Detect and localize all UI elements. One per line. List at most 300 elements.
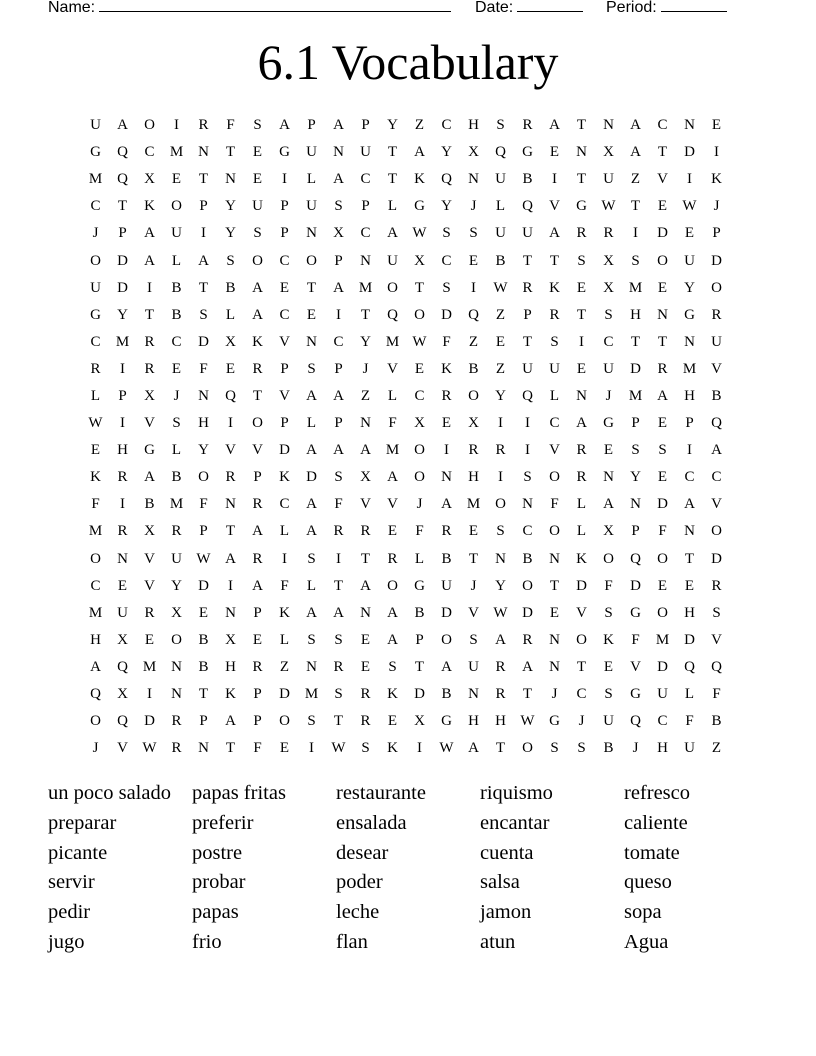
grid-letter: Y [630, 469, 641, 486]
grid-row [82, 600, 730, 627]
vocab-word: postre [192, 841, 243, 864]
grid-letter: A [603, 496, 614, 513]
grid-letter: L [225, 306, 236, 323]
grid-letter: F [415, 523, 424, 540]
grid-letter: P [199, 198, 208, 215]
grid-letter: F [685, 713, 694, 730]
grid-letter: R [252, 550, 263, 567]
grid-letter: R [333, 658, 344, 675]
grid-letter: I [687, 442, 692, 459]
grid-row [82, 383, 730, 410]
grid-letter: A [225, 713, 236, 730]
grid-letter: X [144, 523, 155, 540]
grid-letter: C [441, 252, 452, 269]
grid-letter: I [147, 279, 152, 296]
grid-letter: T [198, 279, 209, 296]
grid-letter: M [169, 496, 184, 513]
grid-letter: H [117, 442, 128, 459]
grid-letter: D [630, 360, 641, 377]
grid-letter: J [470, 577, 477, 594]
grid-letter: F [280, 577, 289, 594]
grid-letter: K [252, 333, 263, 350]
grid-letter: V [279, 333, 290, 350]
grid-letter: M [628, 387, 643, 404]
grid-letter: T [522, 333, 533, 350]
grid-letter: S [604, 306, 613, 323]
grid-letter: C [549, 415, 560, 432]
grid-letter: T [576, 306, 587, 323]
grid-letter: D [117, 279, 128, 296]
grid-letter: X [360, 469, 371, 486]
grid-letter: O [279, 713, 290, 730]
grid-letter: B [522, 171, 533, 188]
grid-letter: M [385, 333, 400, 350]
grid-letter: S [199, 306, 208, 323]
grid-letter: P [253, 713, 262, 730]
grid-letter: T [522, 686, 533, 703]
grid-letter: Q [630, 713, 641, 730]
grid-row [82, 356, 730, 383]
grid-letter: Y [495, 387, 506, 404]
vocab-word: atun [480, 930, 516, 953]
grid-letter: S [334, 686, 343, 703]
grid-letter: U [171, 550, 182, 567]
grid-letter: E [117, 577, 128, 594]
grid-letter: S [631, 252, 640, 269]
grid-letter: T [252, 387, 263, 404]
grid-letter: N [117, 550, 128, 567]
grid-letter: O [711, 523, 722, 540]
grid-letter: H [468, 713, 479, 730]
grid-letter: Y [198, 442, 209, 459]
vocab-word: queso [624, 871, 672, 894]
grid-letter: R [522, 631, 533, 648]
grid-letter: A [306, 442, 317, 459]
grid-letter: R [441, 523, 452, 540]
grid-letter: T [549, 577, 560, 594]
grid-letter: X [171, 604, 182, 621]
grid-letter: K [711, 171, 722, 188]
grid-letter: L [414, 550, 425, 567]
grid-letter: D [684, 144, 695, 161]
grid-letter: W [196, 550, 211, 567]
grid-letter: P [253, 686, 262, 703]
grid-letter: X [414, 713, 425, 730]
grid-letter: X [225, 631, 236, 648]
grid-letter: P [199, 523, 208, 540]
grid-letter: L [90, 387, 101, 404]
grid-letter: R [468, 442, 479, 459]
grid-letter: Z [495, 306, 506, 323]
grid-letter: O [495, 496, 506, 513]
grid-letter: X [468, 415, 479, 432]
grid-letter: O [387, 279, 398, 296]
grid-letter: T [576, 117, 587, 134]
grid-letter: N [522, 496, 533, 513]
grid-letter: P [280, 225, 289, 242]
grid-letter: Q [117, 171, 128, 188]
grid-letter: Y [360, 333, 371, 350]
grid-letter: F [334, 496, 343, 513]
grid-letter: P [361, 117, 370, 134]
grid-letter: D [279, 442, 290, 459]
grid-letter: O [657, 550, 668, 567]
grid-letter: A [306, 387, 317, 404]
grid-letter: H [684, 387, 695, 404]
grid-row [82, 329, 730, 356]
grid-letter: N [603, 469, 614, 486]
grid-letter: E [225, 360, 236, 377]
grid-letter: G [90, 306, 101, 323]
grid-letter: R [576, 469, 587, 486]
grid-letter: P [199, 713, 208, 730]
grid-letter: O [549, 469, 560, 486]
grid-letter: S [442, 225, 451, 242]
vocab-word: preferir [192, 811, 254, 834]
grid-letter: P [415, 631, 424, 648]
grid-letter: E [468, 523, 479, 540]
grid-letter: J [605, 387, 612, 404]
grid-letter: O [144, 117, 155, 134]
grid-letter: U [441, 577, 452, 594]
grid-letter: C [90, 577, 101, 594]
grid-letter: T [387, 171, 398, 188]
grid-letter: C [684, 469, 695, 486]
name-field[interactable] [48, 0, 451, 17]
grid-letter: G [144, 442, 155, 459]
vocab-word: leche [336, 901, 380, 924]
grid-letter: I [471, 279, 476, 296]
grid-letter: S [550, 333, 559, 350]
grid-letter: C [441, 117, 452, 134]
grid-letter: U [90, 117, 101, 134]
grid-letter: A [387, 225, 398, 242]
grid-letter: N [306, 333, 317, 350]
grid-letter: X [603, 279, 614, 296]
grid-letter: D [657, 658, 668, 675]
grid-letter: V [711, 496, 722, 513]
grid-letter: I [498, 415, 503, 432]
grid-letter: N [306, 225, 317, 242]
grid-letter: X [144, 387, 155, 404]
grid-letter: Y [225, 225, 236, 242]
vocab-word: salsa [480, 871, 520, 894]
grid-letter: A [333, 171, 344, 188]
grid-letter: Y [387, 117, 398, 134]
grid-letter: M [466, 496, 481, 513]
grid-letter: H [468, 117, 479, 134]
grid-letter: W [493, 279, 508, 296]
grid-letter: G [630, 604, 641, 621]
grid-row [82, 247, 730, 274]
grid-letter: J [632, 740, 639, 757]
grid-letter: W [520, 713, 535, 730]
grid-letter: B [171, 469, 182, 486]
grid-letter: A [630, 117, 641, 134]
grid-letter: E [603, 442, 614, 459]
grid-letter: M [358, 279, 373, 296]
grid-letter: Q [522, 387, 533, 404]
grid-letter: V [549, 198, 560, 215]
grid-letter: S [469, 631, 478, 648]
vocab-word: preparar [48, 811, 117, 834]
grid-letter: R [603, 225, 614, 242]
grid-letter: R [360, 713, 371, 730]
grid-letter: A [252, 279, 263, 296]
grid-row [82, 681, 730, 708]
grid-letter: T [684, 550, 695, 567]
grid-letter: O [711, 279, 722, 296]
grid-letter: P [253, 469, 262, 486]
grid-letter: H [198, 415, 209, 432]
grid-letter: Q [630, 550, 641, 567]
grid-letter: E [387, 713, 398, 730]
grid-row [82, 275, 730, 302]
grid-letter: E [387, 523, 398, 540]
grid-letter: I [579, 333, 584, 350]
grid-letter: A [414, 144, 425, 161]
grid-letter: I [228, 577, 233, 594]
grid-letter: I [336, 306, 341, 323]
grid-letter: A [252, 577, 263, 594]
grid-letter: T [576, 658, 587, 675]
grid-letter: E [711, 117, 722, 134]
grid-letter: Z [279, 658, 290, 675]
grid-letter: G [603, 415, 614, 432]
grid-letter: Z [360, 387, 371, 404]
grid-letter: A [360, 442, 371, 459]
grid-letter: L [279, 631, 290, 648]
grid-letter: S [577, 252, 586, 269]
grid-letter: C [360, 171, 371, 188]
grid-letter: S [307, 713, 316, 730]
grid-letter: R [171, 740, 182, 757]
grid-letter: J [578, 713, 585, 730]
grid-letter: N [225, 604, 236, 621]
name-label: Name: [48, 0, 96, 16]
grid-letter: O [90, 550, 101, 567]
grid-letter: H [468, 469, 479, 486]
word-search-grid [82, 112, 730, 762]
grid-letter: S [523, 469, 532, 486]
grid-letter: A [306, 496, 317, 513]
grid-letter: E [657, 279, 668, 296]
grid-letter: O [171, 198, 182, 215]
grid-letter: T [198, 171, 209, 188]
grid-letter: E [144, 631, 155, 648]
date-field[interactable] [475, 0, 583, 17]
grid-letter: E [171, 171, 182, 188]
grid-letter: N [657, 306, 668, 323]
grid-letter: R [90, 360, 101, 377]
grid-letter: C [657, 713, 668, 730]
grid-letter: E [603, 658, 614, 675]
grid-letter: H [90, 631, 101, 648]
header [48, 0, 748, 21]
grid-letter: X [117, 686, 128, 703]
grid-letter: R [495, 442, 506, 459]
grid-letter: A [90, 658, 101, 675]
grid-letter: Q [495, 144, 506, 161]
vocab-word: jugo [48, 930, 85, 953]
grid-letter: D [684, 631, 695, 648]
vocab-word: frio [192, 930, 222, 953]
grid-letter: S [307, 360, 316, 377]
grid-letter: V [387, 360, 398, 377]
grid-letter: R [441, 387, 452, 404]
grid-letter: A [252, 523, 263, 540]
grid-letter: O [549, 523, 560, 540]
grid-letter: R [117, 469, 128, 486]
grid-letter: P [118, 225, 127, 242]
grid-letter: X [603, 523, 614, 540]
grid-letter: N [171, 686, 182, 703]
grid-row [82, 410, 730, 437]
grid-letter: O [171, 631, 182, 648]
grid-letter: A [144, 225, 155, 242]
period-field[interactable] [606, 0, 727, 17]
grid-letter: L [306, 171, 317, 188]
grid-letter: U [117, 604, 128, 621]
grid-letter: Z [414, 117, 425, 134]
grid-letter: S [172, 415, 181, 432]
grid-letter: B [171, 279, 182, 296]
grid-letter: U [387, 252, 398, 269]
vocab-word: papas [192, 901, 239, 924]
grid-letter: D [117, 252, 128, 269]
grid-letter: A [333, 442, 344, 459]
date-line[interactable] [517, 0, 583, 12]
grid-letter: N [576, 144, 587, 161]
grid-letter: S [658, 442, 667, 459]
grid-letter: N [360, 252, 371, 269]
grid-letter: I [282, 171, 287, 188]
grid-letter: Y [495, 577, 506, 594]
grid-letter: U [90, 279, 101, 296]
grid-letter: S [712, 604, 721, 621]
grid-letter: K [90, 469, 101, 486]
grid-letter: P [334, 415, 343, 432]
grid-letter: G [684, 306, 695, 323]
grid-letter: I [120, 415, 125, 432]
grid-letter: T [333, 577, 344, 594]
grid-letter: Q [684, 658, 695, 675]
grid-letter: A [522, 658, 533, 675]
grid-letter: A [495, 631, 506, 648]
word-list [48, 778, 768, 957]
grid-letter: G [441, 713, 452, 730]
grid-letter: A [549, 225, 560, 242]
grid-letter: A [306, 604, 317, 621]
grid-letter: N [441, 469, 452, 486]
grid-letter: D [630, 577, 641, 594]
grid-letter: P [334, 360, 343, 377]
grid-letter: E [684, 577, 695, 594]
grid-letter: F [91, 496, 100, 513]
grid-letter: R [495, 658, 506, 675]
grid-letter: N [495, 550, 506, 567]
grid-letter: T [360, 550, 371, 567]
grid-letter: W [412, 225, 427, 242]
grid-letter: N [198, 387, 209, 404]
vocab-word: probar [192, 871, 246, 894]
grid-letter: B [198, 631, 209, 648]
grid-letter: F [388, 415, 397, 432]
grid-letter: W [88, 415, 103, 432]
grid-letter: L [171, 442, 182, 459]
grid-letter: M [169, 144, 184, 161]
grid-letter: Q [117, 658, 128, 675]
grid-letter: Q [90, 686, 101, 703]
grid-letter: R [252, 496, 263, 513]
grid-letter: K [279, 604, 290, 621]
grid-letter: U [252, 198, 263, 215]
grid-letter: W [412, 333, 427, 350]
grid-letter: N [603, 117, 614, 134]
period-line[interactable] [661, 0, 727, 12]
grid-letter: Q [117, 713, 128, 730]
grid-letter: V [657, 171, 668, 188]
grid-letter: V [576, 604, 587, 621]
grid-letter: T [414, 658, 425, 675]
name-line[interactable] [99, 0, 451, 12]
grid-letter: T [630, 198, 641, 215]
grid-letter: O [657, 604, 668, 621]
grid-letter: D [279, 686, 290, 703]
vocab-word: riquismo [480, 782, 553, 804]
grid-letter: N [468, 171, 479, 188]
grid-letter: D [657, 225, 668, 242]
grid-letter: Q [441, 171, 452, 188]
vocab-word: refresco [624, 782, 691, 804]
vocab-word: caliente [624, 811, 688, 834]
grid-letter: Q [711, 658, 722, 675]
grid-letter: A [684, 496, 695, 513]
grid-letter: N [549, 631, 560, 648]
vocab-word: papas fritas [192, 782, 286, 804]
grid-letter: G [522, 144, 533, 161]
grid-letter: H [495, 713, 506, 730]
grid-letter: F [658, 523, 667, 540]
grid-letter: I [201, 225, 206, 242]
grid-letter: R [360, 686, 371, 703]
grid-letter: G [630, 686, 641, 703]
grid-letter: A [441, 496, 452, 513]
grid-row [82, 139, 730, 166]
grid-letter: R [387, 550, 398, 567]
grid-letter: E [90, 442, 101, 459]
grid-letter: K [225, 686, 236, 703]
grid-letter: N [198, 144, 209, 161]
grid-letter: M [88, 523, 103, 540]
grid-letter: P [253, 604, 262, 621]
grid-letter: O [414, 306, 425, 323]
grid-letter: D [198, 577, 209, 594]
grid-letter: P [280, 415, 289, 432]
grid-letter: T [468, 550, 479, 567]
grid-letter: W [601, 198, 616, 215]
grid-letter: O [603, 550, 614, 567]
grid-letter: O [468, 387, 479, 404]
grid-letter: X [603, 252, 614, 269]
grid-letter: W [439, 740, 454, 757]
grid-letter: N [549, 658, 560, 675]
grid-letter: V [252, 442, 263, 459]
grid-letter: C [576, 686, 587, 703]
grid-letter: T [414, 279, 425, 296]
grid-letter: L [684, 686, 695, 703]
grid-letter: E [657, 577, 668, 594]
